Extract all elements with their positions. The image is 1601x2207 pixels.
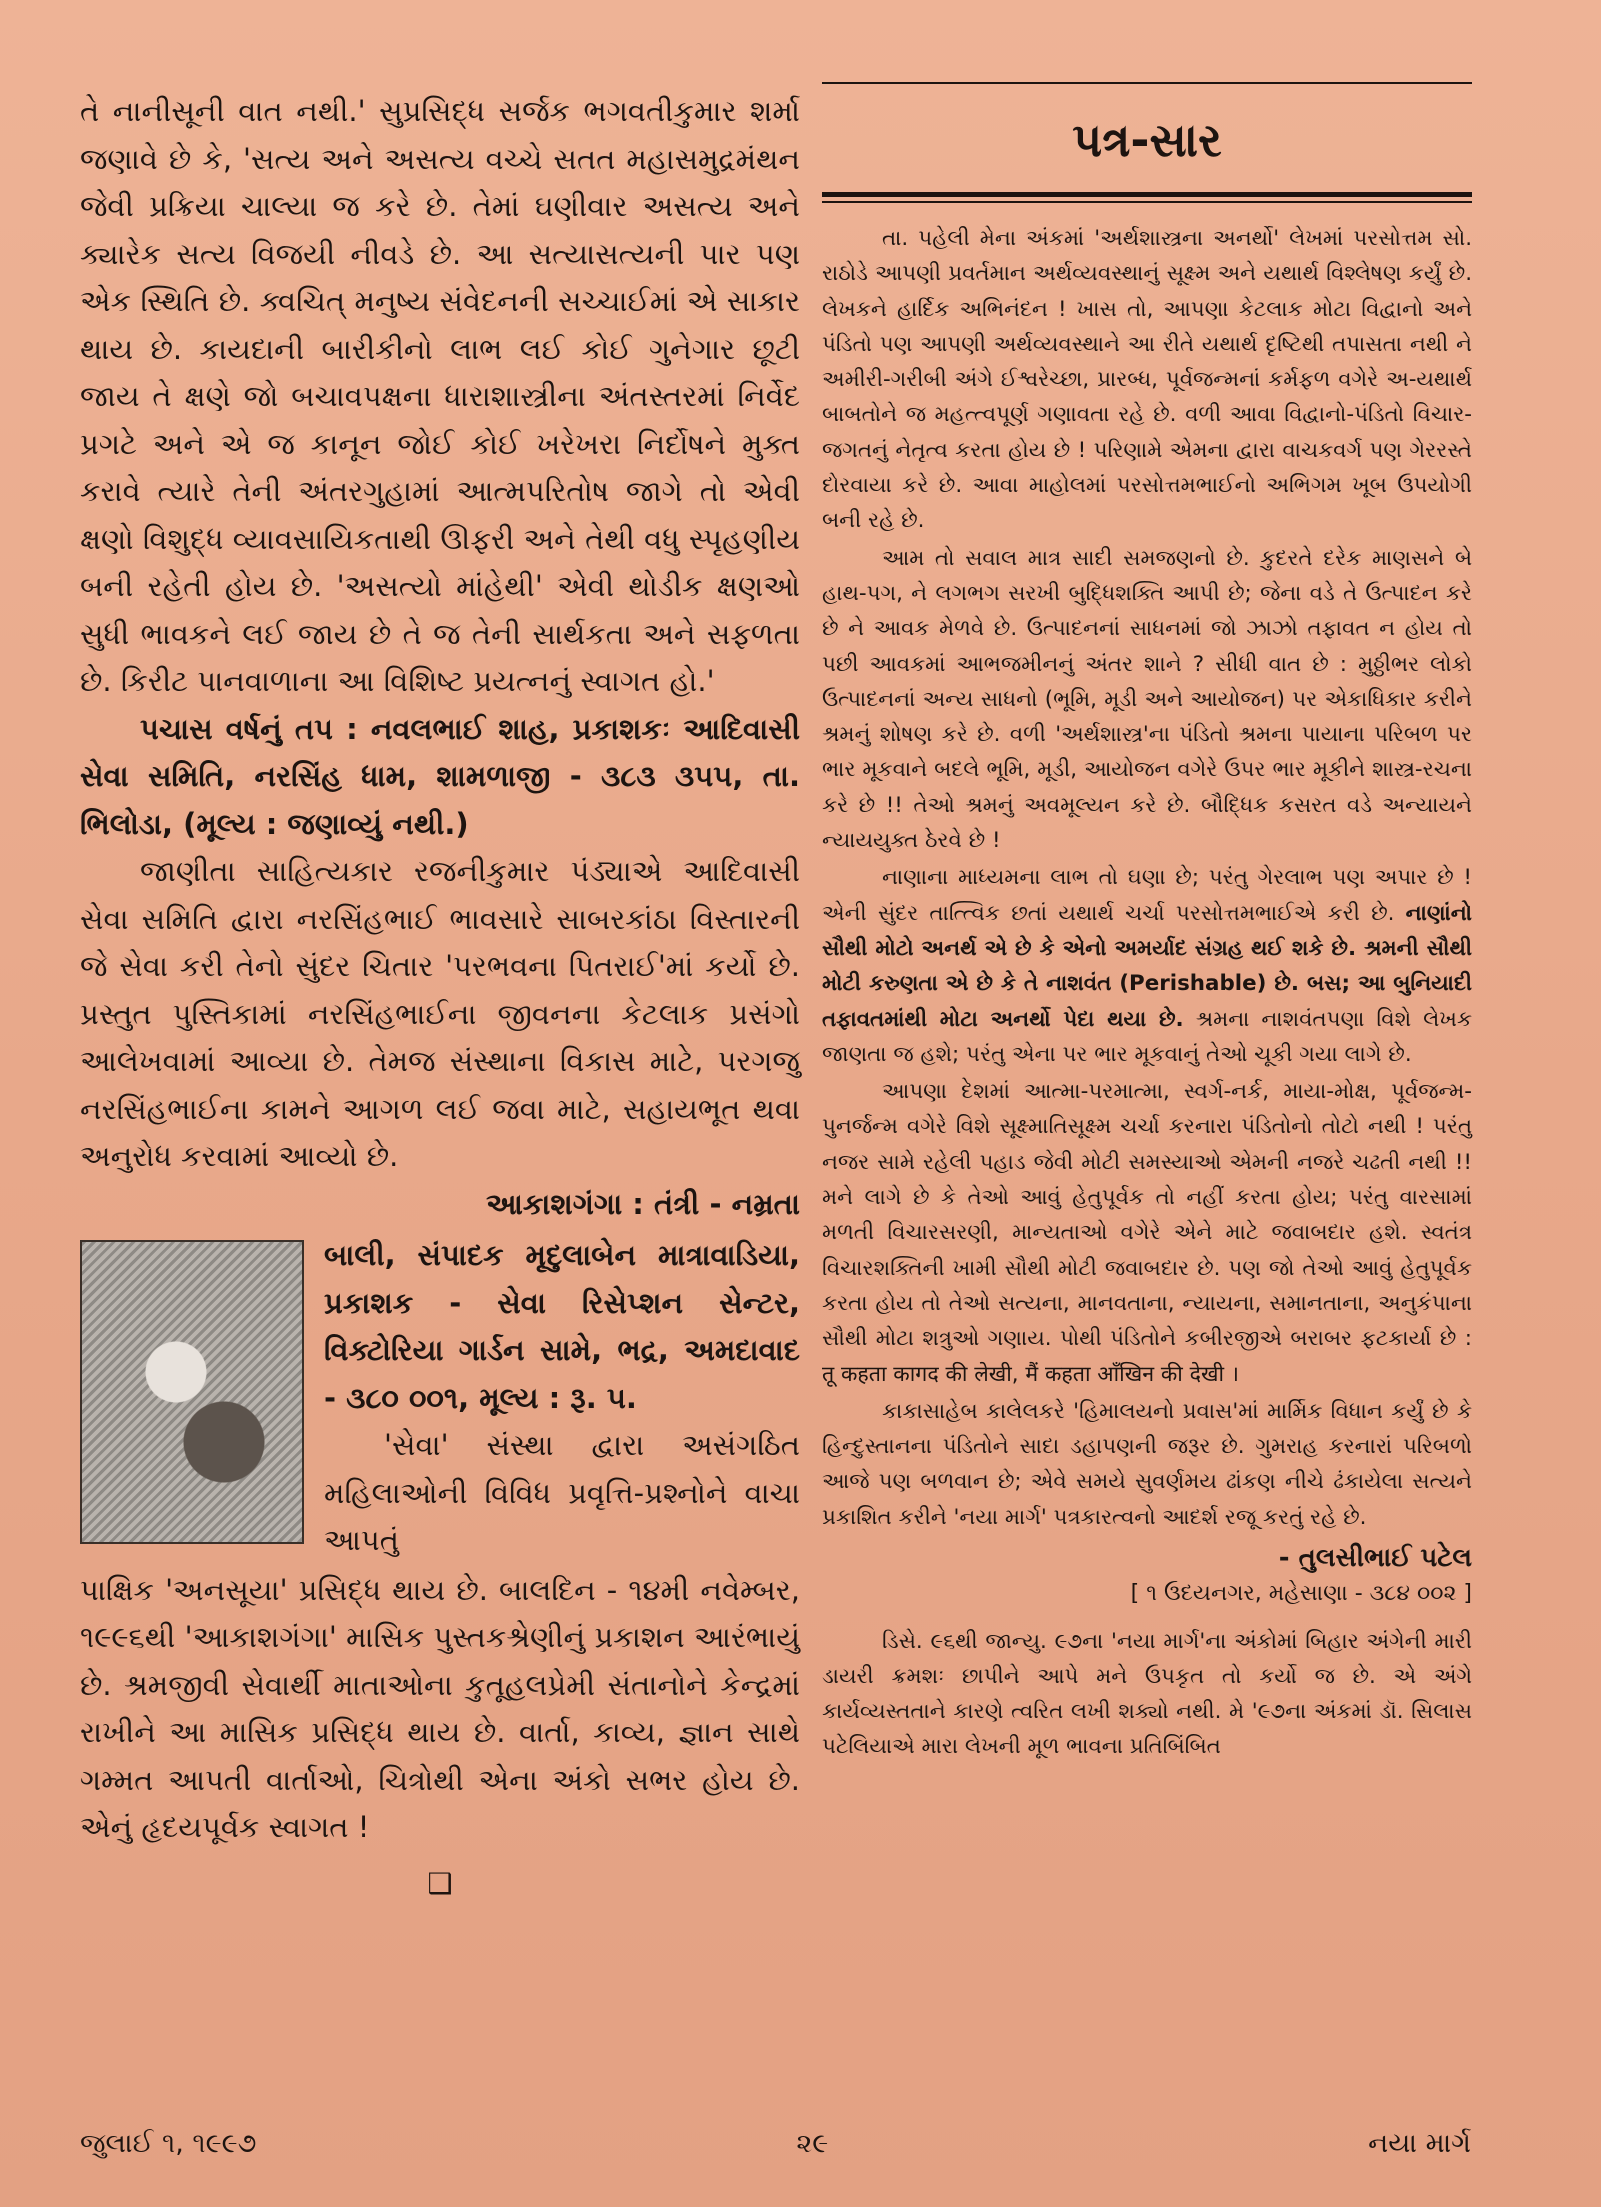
footer-publication: નયા માર્ગ — [1368, 2128, 1471, 2159]
book-review-2-block — [80, 1232, 800, 1565]
book-review-heading-2-rest: બાલી, સંપાદક મૃદુલાબેન માત્રાવાડિયા, પ્રકાશક - સેવા રિસેપ્શન સેન્ટર, વિક્ટોરિયા ગાર્ડન સામે, ભદ્ર, અમદાવાદ - ૩૮૦ ૦૦૧, મૂલ્ય : રૂ. ૫. — [324, 1238, 800, 1415]
letter-signature: - તુલસીભાઈ પટેલ — [1278, 1542, 1472, 1573]
end-mark-icon: ❑ — [427, 1866, 453, 1900]
right-column — [822, 82, 1472, 1767]
letter-paragraph-3-lead: નાણાના માધ્યમના લાભ તો ઘણા છે; પરંતુ ગેરલાભ પણ અપાર છે ! એની સુંદર તાત્ત્વિક છતાં યથાર્થ ચર્ચા પરસોત્તમભાઈએ કરી છે. — [822, 865, 1472, 926]
letter-paragraph-5: કાકાસાહેબ કાલેલકરે 'હિમાલયનો પ્રવાસ'માં માર્મિક વિધાન કર્યું છે કે હિન્દુસ્તાનના પંડિતોને સાદા ડહાપણની જરૂર છે. ગુમરાહ કરનારાં પરિબળો આજે પણ બળવાન છે; એવે સમયે સુવર્ણમય ઢાંકણ નીચે ઢંકાયેલા સત્યને પ્રકાશિત કરીને 'નયા માર્ગ' પત્રકારત્વનો આદર્શ રજૂ કરતું રહે છે. — [822, 1398, 1472, 1530]
letter-paragraph-3-bold: નાણાંનો સૌથી મોટો અનર્થ એ છે કે એનો અમર્યાદ સંગ્રહ થઈ શકે છે. શ્રમની સૌથી મોટી કરુણતા એ છે કે તે નાશવંત (Perishable) છે. બસ; આ બુનિયાદી તફાવતમાંથી મોટા અનર્થો પેદા થયા છે. — [822, 900, 1472, 1032]
letter-paragraph-6: ડિસે. ૯૬થી જાન્યુ. ૯૭ના 'નયા માર્ગ'ના અંકોમાં બિહાર અંગેની મારી ડાયરી ક્રમશઃ છાપીને આપે મને ઉપકૃત તો કર્યો જ છે. એ અંગે કાર્યવ્યસ્તતાને કારણે ત્વરિત લખી શક્યો નથી. મે '૯૭ના અંકમાં ડૉ. સિલાસ પટેલિયાએ મારા લેખની મૂળ ભાવના પ્રતિબિંબિત — [822, 1628, 1472, 1760]
top-rule — [822, 82, 1472, 84]
footer-date: જુલાઈ ૧, ૧૯૯૭ — [80, 2128, 257, 2159]
letter-paragraph-1: તા. પહેલી મેના અંકમાં 'અર્થશાસ્ત્રના અનર્થો' લેખમાં પરસોત્તમ સો. રાઠોડે આપણી પ્રવર્તમાન અર્થવ્યવસ્થાનું સૂક્ષ્મ અને યથાર્થ વિશ્લેષણ કર્યું છે. લેખકને હાર્દિક અભિનંદન ! ખાસ તો, આપણા કેટલાક મોટા વિદ્વાનો અને પંડિતો પણ આપણી અર્થવ્યવસ્થાને આ રીતે યથાર્થ દૃષ્ટિથી તપાસતા નથી ને અમીરી-ગરીબી અંગે ઈશ્વરેચ્છા, પ્રારબ્ધ, પૂર્વજન્મનાં કર્મફળ વગેરે અ-યથાર્થ બાબતોને જ મહત્ત્વપૂર્ણ ગણાવતા રહે છે. વળી આવા વિદ્વાનો-પંડિતો વિચાર-જગતનું નેતૃત્વ કરતા હોય છે ! પરિણામે એમના દ્વારા વાચકવર્ગ પણ ગેરરસ્તે દોરવાયા કરે છે. આવા માહોલમાં પરસોત્તમભાઈનો અભિગમ ખૂબ ઉપયોગી બની રહે છે. — [822, 226, 1472, 534]
magazine-cover-photo — [80, 1240, 304, 1544]
book-review-heading-1: પચાસ વર્ષનું તપ : નવલભાઈ શાહ, પ્રકાશકઃ આદિવાસી સેવા સમિતિ, નરસિંહ ધામ, શામળાજી - ૩૮૩ ૩૫૫, તા. ભિલોડા, (મૂલ્ય : જણાવ્યું નથી.) — [80, 711, 800, 841]
letter-paragraph-3 — [822, 860, 1472, 1072]
book-review-body-2-part1: 'સેવા' સંસ્થા દ્વારા અસંગઠિત મહિલાઓની વિવિધ પ્રવૃત્તિ-પ્રશ્નોને વાચા આપતું — [324, 1428, 800, 1557]
letter-paragraph-2: આમ તો સવાલ માત્ર સાદી સમજણનો છે. કુદરતે દરેક માણસને બે હાથ-પગ, ને લગભગ સરખી બુદ્ધિશક્તિ આપી છે; જેના વડે તે ઉત્પાદન કરે છે ને આવક મેળવે છે. ઉત્પાદનનાં સાધનમાં જો ઝાઝો તફાવત ન હોય તો પછી આવકમાં આભજમીનનું અંતર શાને ? સીધી વાત છે : મુઠ્ઠીભર લોકો ઉત્પાદનનાં અન્ય સાધનો (ભૂમિ, મૂડી અને આયોજન) પર એકાધિકાર કરીને શ્રમનું શોષણ કરે છે. વળી 'અર્થશાસ્ત્ર'ના પંડિતો શ્રમના પાયાના પરિબળ પર ભાર મૂકવાને બદલે ભૂમિ, મૂડી, આયોજન વગેરે ઉપર ભાર મૂકીને શાસ્ત્ર-રચના કરે છે !! તેઓ શ્રમનું અવમૂલ્યન કરે છે. બૌદ્ધિક કસરત વડે અન્યાયને ન્યાયયુક્ત ઠેરવે છે ! — [822, 545, 1472, 854]
left-column — [80, 88, 800, 1907]
section-title: પત્ર-સાર — [1072, 113, 1222, 167]
title-double-rule — [822, 192, 1472, 203]
book-review-body-1: જાણીતા સાહિત્યકાર રજનીકુમાર પંડ્યાએ આદિવાસી સેવા સમિતિ દ્વારા નરસિંહભાઈ ભાવસારે સાબરકાંઠા વિસ્તારની જે સેવા કરી તેનો સુંદર ચિતાર 'પરભવના પિતરાઈ'માં કર્યો છે. પ્રસ્તુત પુસ્તિકામાં નરસિંહભાઈના જીવનના કેટલાક પ્રસંગો આલેખવામાં આવ્યા છે. તેમજ સંસ્થાના વિકાસ માટે, પરગજુ નરસિંહભાઈના કામને આગળ લઈ જવા માટે, સહાયભૂત થવા અનુરોધ કરવામાં આવ્યો છે. — [80, 854, 800, 1173]
letter-paragraph-3-tail: શ્રમના નાશવંતપણા વિશે લેખક જાણતા જ હશે; પરંતુ એના પર ભાર મૂકવાનું તેઓ ચૂકી ગયા લાગે છે. — [822, 1006, 1472, 1067]
book-review-2-text — [324, 1232, 800, 1565]
page-footer — [80, 2128, 1471, 2160]
letter-address: [ ૧ ઉદયનગર, મહેસાણા - ૩૮૪ ૦૦૨ ] — [1130, 1581, 1472, 1607]
letter-paragraph-4: આપણા દેશમાં આત્મા-પરમાત્મા, સ્વર્ગ-નર્ક, માયા-મોક્ષ, પૂર્વજન્મ-પુનર્જન્મ વગેરે વિશે સૂક્ષ્માતિસૂક્ષ્મ ચર્ચા કરનારા પંડિતોનો તોટો નથી ! પરંતુ નજર સામે રહેલી પહાડ જેવી મોટી સમસ્યાઓ એમની નજરે ચઢતી નથી !! મને લાગે છે કે તેઓ આવું હેતુપૂર્વક તો નહીં કરતા હોય; પરંતુ વારસામાં મળતી વિચારસરણી, માન્યતાઓ વગેરે એને માટે જવાબદાર હશે. સ્વતંત્ર વિચારશક્તિની ખામી સૌથી મોટી જવાબદાર છે. પણ જો તેઓ આવું હેતુપૂર્વક કરતા હોય તો તેઓ સત્યના, માનવતાના, ન્યાયના, સમાનતાના, અનુકંપાના સૌથી મોટા શત્રુઓ ગણાય. પોથી પંડિતોને કબીરજીએ બરાબર ફટકાર્યા છે : तू कहता कागद की लेखी, मैं कहता आँखिन की देखी । — [822, 1079, 1472, 1387]
book-review-body-2-part2: પાક્ષિક 'અનસૂયા' પ્રસિદ્ધ થાય છે. બાલદિન - ૧૪મી નવેમ્બર, ૧૯૯૬થી 'આકાશગંગા' માસિક પુસ્તકશ્રેણીનું પ્રકાશન આરંભાયું છે. શ્રમજીવી સેવાર્થી માતાઓના કુતૂહલપ્રેમી સંતાનોને કેન્દ્રમાં રાખીને આ માસિક પ્રસિદ્ધ થાય છે. વાર્તા, કાવ્ય, જ્ઞાન સાથે ગમ્મત આપતી વાર્તાઓ, ચિત્રોથી એના અંકો સભર હોય છે. એનું હૃદયપૂર્વક સ્વાગત ! — [80, 1572, 800, 1844]
book-review-heading-2-lead: આકાશગંગા : તંત્રી - નમ્રતા — [485, 1186, 800, 1221]
footer-page-number: ૨૯ — [796, 2128, 829, 2159]
left-paragraph-1: તે નાનીસૂની વાત નથી.' સુપ્રસિદ્ધ સર્જક ભગવતીકુમાર શર્મા જણાવે છે કે, 'સત્ય અને અસત્ય વચ્ચે સતત મહાસમુદ્રમંથન જેવી પ્રક્રિયા ચાલ્યા જ કરે છે. તેમાં ઘણીવાર અસત્ય અને ક્યારેક સત્ય વિજયી નીવડે છે. આ સત્યાસત્યની પાર પણ એક સ્થિતિ છે. ક્વચિત્ મનુષ્ય સંવેદનની સચ્ચાઈમાં એ સાકાર થાય છે. કાયદાની બારીકીનો લાભ લઈ કોઈ ગુનેગાર છૂટી જાય તે ક્ષણે જો બચાવપક્ષના ધારાશાસ્ત્રીના અંતસ્તરમાં નિર્વેદ પ્રગટે અને એ જ કાનૂન જોઈ કોઈ ખરેખરા નિર્દોષને મુક્ત કરાવે ત્યારે તેની અંતરગુહામાં આત્મપરિતોષ જાગે તો એવી ક્ષણો વિશુદ્ધ વ્યાવસાયિકતાથી ઊફરી અને તેથી વધુ સ્પૃહણીય બની રહેતી હોય છે. 'અસત્યો માંહેથી' એવી થોડીક ક્ષણઓ સુધી ભાવકને લઈ જાય છે તે જ તેની સાર્થકતા અને સફળતા છે. કિરીટ પાનવાળાના આ વિશિષ્ટ પ્રયત્નનું સ્વાગત હો.' — [80, 94, 800, 698]
